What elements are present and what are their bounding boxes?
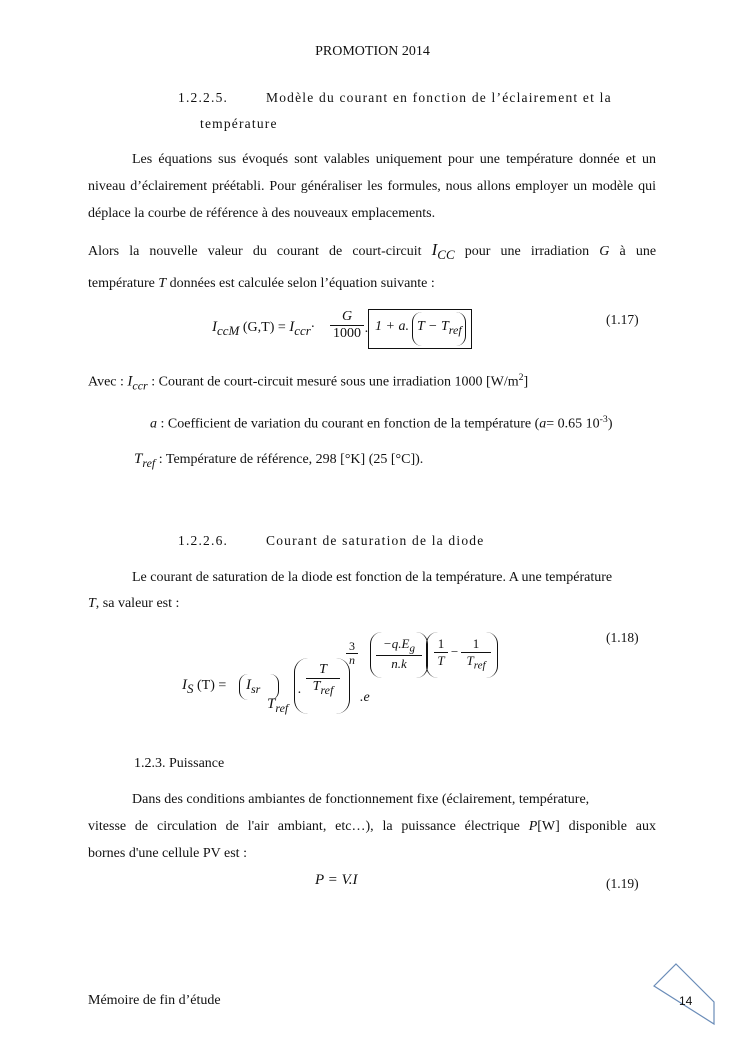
page-number: 14 — [679, 994, 693, 1008]
paragraph: T, sa valeur est : — [88, 596, 180, 611]
paragraph: Le courant de saturation de la diode est fonction de la température. A une température — [132, 570, 613, 585]
equation-1-18: $I_S$ (T) = $I_{sr}$ $T_{ref}$ . T $T_{ref}$ 3 n .e $-q.E_g$ n.k 1 T − 1 $T_{ref}$ — [182, 630, 512, 745]
page-number-badge — [652, 962, 716, 1026]
section-number: 1.2.2.6. — [178, 533, 229, 548]
paragraph: Alors la nouvelle valeur du courant de court-circuit $I_{CC}$ pour une irradiation G à une — [88, 240, 657, 262]
symbol: I — [431, 240, 438, 259]
equation-number: (1.19) — [606, 876, 639, 891]
fraction-denominator: 1000 — [330, 325, 364, 342]
section-heading-1-line2: température — [200, 116, 278, 131]
definition-iccr: Avec : $I_{ccr}$ : Courant de court-circuit mesuré sous une irradiation 1000 $[W/m^2]$ — [88, 372, 529, 393]
definition-tref: $T_{ref}$ : Température de référence, 298 [°K] (25 [°C]). — [134, 451, 424, 470]
definition-a: a : Coefficient de variation du courant en fonction de la température (a= 0.65 $10^{-3}$) — [150, 414, 613, 432]
section-heading-1 — [178, 90, 648, 106]
section-number: 1.2.2.5. — [178, 90, 229, 105]
equation-number: (1.17) — [606, 312, 639, 327]
fraction-numerator: G — [341, 309, 353, 324]
header-title: PROMOTION 2014 — [315, 44, 430, 59]
paragraph: Les équations sus évoqués sont valables uniquement pour une température donnée et un niveau d’éclairement préétabli. Pour généraliser les formules, nous allons employer un modèle qui déplace la courbe de référence à des nouveaux emplacements. — [88, 152, 656, 221]
paragraph: Dans des conditions ambiantes de fonctionnement fixe (éclairement, température, vitesse de circulation de l'air ambiant, etc…), la puissance électrique P[W] disponible aux bornes d'une cellule PV est : — [88, 792, 656, 861]
page-header — [0, 44, 745, 60]
section-title: Modèle du courant en fonction de l’éclairement et la — [266, 90, 612, 105]
footer-text: Mémoire de fin d’étude — [88, 993, 221, 1008]
section-title: Courant de saturation de la diode — [266, 533, 485, 548]
section-heading-2 — [178, 533, 648, 549]
section-heading-3: 1.2.3. Puissance — [134, 756, 225, 771]
equation-1-19: P = V.I — [315, 872, 358, 888]
paragraph: température T données est calculée selon l’équation suivante : — [88, 276, 435, 291]
equation-number: (1.18) — [606, 630, 639, 645]
